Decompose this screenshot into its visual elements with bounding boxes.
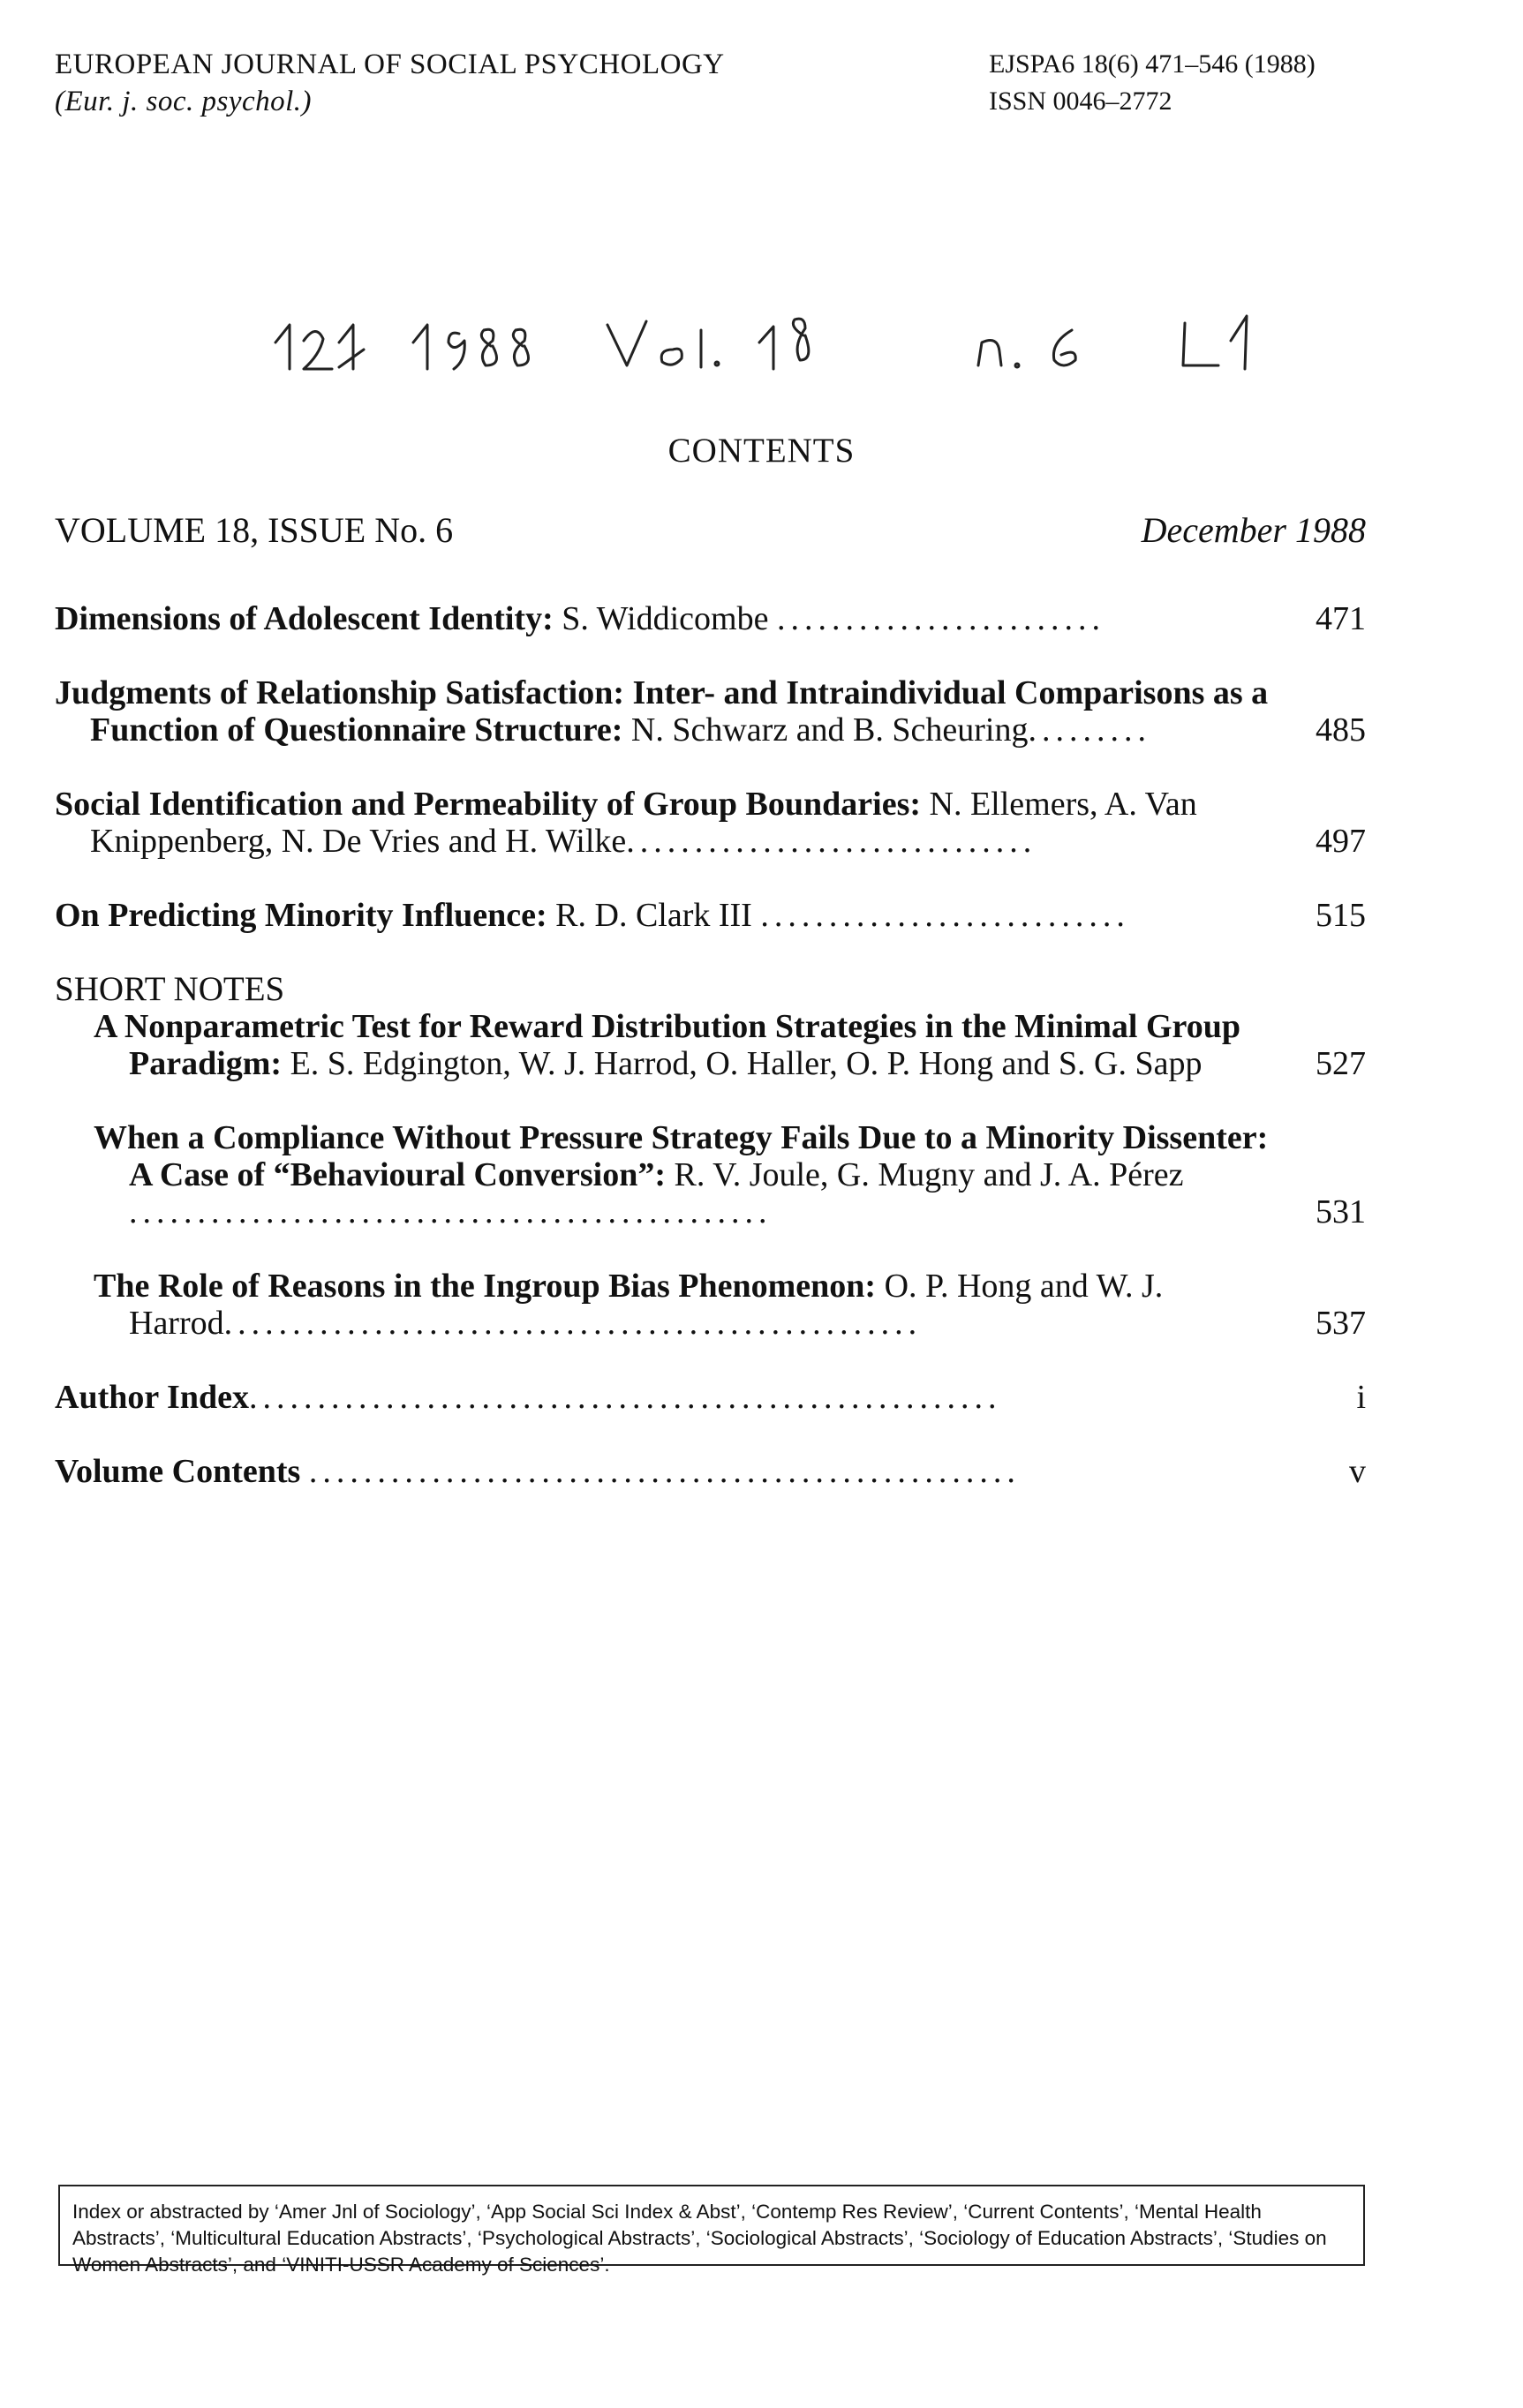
- leader-dots: ..............................: [626, 823, 1037, 860]
- handwritten-note: [265, 281, 1324, 378]
- article-authors: E. S. Edgington, W. J. Harrod, O. Haller, O. P. Hong and S. G. Sapp: [290, 1045, 1203, 1082]
- article-authors: N. Ellemers, A. Van Knippenberg, N. De Vries and H. Wilke: [90, 786, 1197, 860]
- table-of-contents: [55, 600, 1366, 1527]
- article-authors: N. Schwarz and B. Scheuring: [630, 711, 1029, 749]
- page-number: 527: [1316, 1045, 1366, 1082]
- article-title: Social Identification and Permeability of Group Boundaries:: [55, 786, 922, 823]
- journal-code: EJSPA6 18(6) 471–546 (1988): [989, 49, 1316, 79]
- toc-entry: [55, 1379, 1366, 1416]
- leader-dots: ........................: [776, 600, 1105, 637]
- page-number: v: [1349, 1453, 1366, 1490]
- article-title: On Predicting Minority Influence:: [55, 897, 547, 934]
- leader-dots: ....................................................: [308, 1453, 1021, 1490]
- article-authors: R. D. Clark III: [555, 897, 752, 934]
- journal-header-left: [55, 46, 725, 120]
- article-authors: R. V. Joule, G. Mugny and J. A. Pérez: [674, 1156, 1184, 1193]
- page-number: i: [1356, 1379, 1366, 1416]
- issue-date: December 1988: [1141, 510, 1366, 550]
- article-title: When a Compliance Without Pressure Strategy Fails Due to a Minority Dissenter: A Case of “Behavioural Conversion”:: [94, 1119, 1269, 1193]
- toc-entry: [55, 1008, 1366, 1082]
- indexing-note: Index or abstracted by ‘Amer Jnl of Sociology’, ‘App Social Sci Index & Abst’, ‘Contemp Res Review’, ‘Current Contents’, ‘Mental Health Abstracts’, ‘Multicultural Education Abstracts’, ‘Psychological Abstracts’, ‘Sociological Abstracts’, ‘Sociology of Education Abstracts’, ‘Studies on Women Abstracts’, and ‘VINITI-USSR Academy of Sciences’.: [72, 2201, 1327, 2276]
- page-number: 537: [1316, 1305, 1366, 1342]
- short-notes-heading: SHORT NOTES: [55, 970, 285, 1008]
- toc-entry: [55, 674, 1366, 749]
- article-title: Dimensions of Adolescent Identity:: [55, 600, 554, 637]
- toc-entry: [55, 786, 1366, 860]
- leader-dots: ...........................: [760, 897, 1130, 934]
- leader-dots: .........: [1028, 711, 1151, 749]
- toc-entry: [55, 897, 1366, 934]
- toc-entry: [55, 1268, 1366, 1342]
- page-number: 515: [1316, 897, 1366, 934]
- article-title: A Nonparametric Test for Reward Distribution Strategies in the Minimal Group Paradigm:: [94, 1008, 1240, 1082]
- page-number: 531: [1316, 1193, 1366, 1230]
- article-title: The Role of Reasons in the Ingroup Bias Phenomenon:: [94, 1268, 877, 1305]
- leader-dots: ...................................................: [223, 1305, 923, 1342]
- toc-entry: [55, 1119, 1366, 1230]
- journal-name: EUROPEAN JOURNAL OF SOCIAL PSYCHOLOGY: [55, 49, 725, 80]
- article-title: Judgments of Relationship Satisfaction: Inter- and Intraindividual Comparisons as a Function of Questionnaire Structure:: [55, 674, 1269, 749]
- journal-abbreviation: (Eur. j. soc. psychol.): [55, 86, 313, 117]
- contents-heading: CONTENTS: [667, 432, 856, 470]
- page-number: 471: [1316, 600, 1366, 637]
- journal-issn: ISSN 0046–2772: [989, 87, 1172, 116]
- journal-header-right: [989, 46, 1316, 120]
- volume-issue: VOLUME 18, ISSUE No. 6: [55, 510, 454, 550]
- article-authors: O. P. Hong and W. J. Harrod: [129, 1268, 1164, 1342]
- back-matter-title: Author Index: [55, 1379, 249, 1416]
- back-matter-title: Volume Contents: [55, 1453, 301, 1490]
- leader-dots: .......................................................: [248, 1379, 1002, 1416]
- toc-entry: [55, 600, 1366, 637]
- leader-dots: ...............................................: [129, 1193, 773, 1230]
- page-number: 497: [1316, 823, 1366, 860]
- indexing-note-box: [58, 2185, 1365, 2276]
- article-authors: S. Widdicombe: [562, 600, 769, 637]
- toc-entry: [55, 1453, 1366, 1490]
- page-number: 485: [1316, 711, 1366, 749]
